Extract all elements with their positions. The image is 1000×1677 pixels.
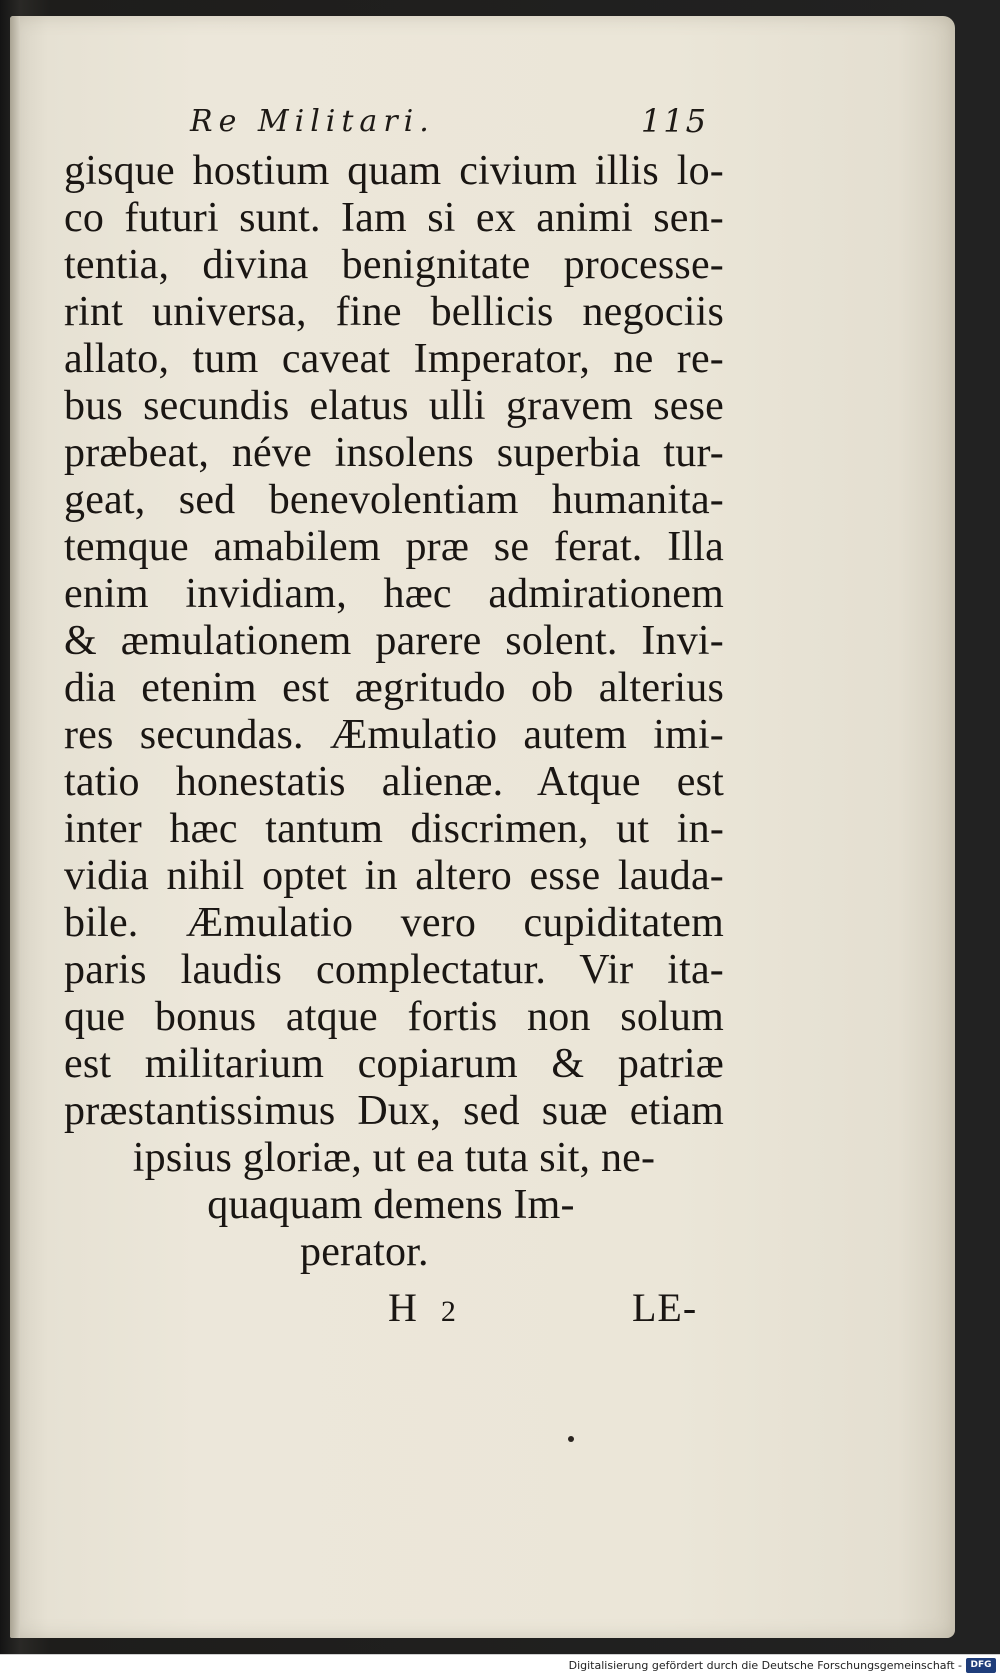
text-line: dia etenim est ægritudo ob alterius xyxy=(64,665,724,711)
text-line: & æmulationem parere solent. Invi- xyxy=(64,618,724,664)
digitization-footer xyxy=(0,1654,1000,1677)
page-number: 115 xyxy=(640,102,708,140)
text-line: gisque hostium quam civium illis lo- xyxy=(64,148,724,194)
text-line: præbeat, néve insolens superbia tur- xyxy=(64,430,724,476)
text-line: ipsius gloriæ, ut ea tuta sit, ne- xyxy=(132,1135,656,1181)
text-line: allato, tum caveat Imperator, ne re- xyxy=(64,336,724,382)
text-line: que bonus atque fortis non solum xyxy=(64,994,724,1040)
body-text xyxy=(64,148,724,1276)
running-head xyxy=(178,96,718,150)
text-line: perator. xyxy=(300,1229,429,1275)
text-line: tatio honestatis alienæ. Atque est xyxy=(64,759,724,805)
text-line: paris laudis complectatur. Vir ita- xyxy=(64,947,724,993)
text-line: enim invidiam, hæc admirationem xyxy=(64,571,724,617)
text-line: geat, sed benevolentiam humanita- xyxy=(64,477,724,523)
signature-number: 2 xyxy=(440,1295,458,1328)
text-line: temque amabilem præ se ferat. Illa xyxy=(64,524,724,570)
signature-mark xyxy=(388,1284,458,1331)
text-line: bile. Æmulatio vero cupiditatem xyxy=(64,900,724,946)
text-line: præstantissimus Dux, sed suæ etiam xyxy=(64,1088,724,1134)
text-line: res secundas. Æmulatio autem imi- xyxy=(64,712,724,758)
dfg-logo-icon: DFG xyxy=(966,1658,996,1673)
running-head-title: Re Militari. xyxy=(190,104,435,139)
ink-speck xyxy=(568,1436,574,1442)
text-line: est militarium copiarum & patriæ xyxy=(64,1041,724,1087)
funding-credit: Digitalisierung gefördert durch die Deutsche Forschungsgemeinschaft - xyxy=(568,1659,962,1672)
text-line: vidia nihil optet in altero esse lauda- xyxy=(64,853,724,899)
text-line: bus secundis elatus ulli gravem sese xyxy=(64,383,724,429)
text-line: rint universa, fine bellicis negociis xyxy=(64,289,724,335)
text-line: inter hæc tantum discrimen, ut in- xyxy=(64,806,724,852)
text-line: co futuri sunt. Iam si ex animi sen- xyxy=(64,195,724,241)
signature-letter: H xyxy=(388,1285,419,1330)
catchword: LE- xyxy=(632,1285,698,1330)
text-line: quaquam demens Im- xyxy=(207,1182,575,1228)
page-gutter-edge xyxy=(10,16,20,1638)
text-line: tentia, divina benignitate processe- xyxy=(64,242,724,288)
